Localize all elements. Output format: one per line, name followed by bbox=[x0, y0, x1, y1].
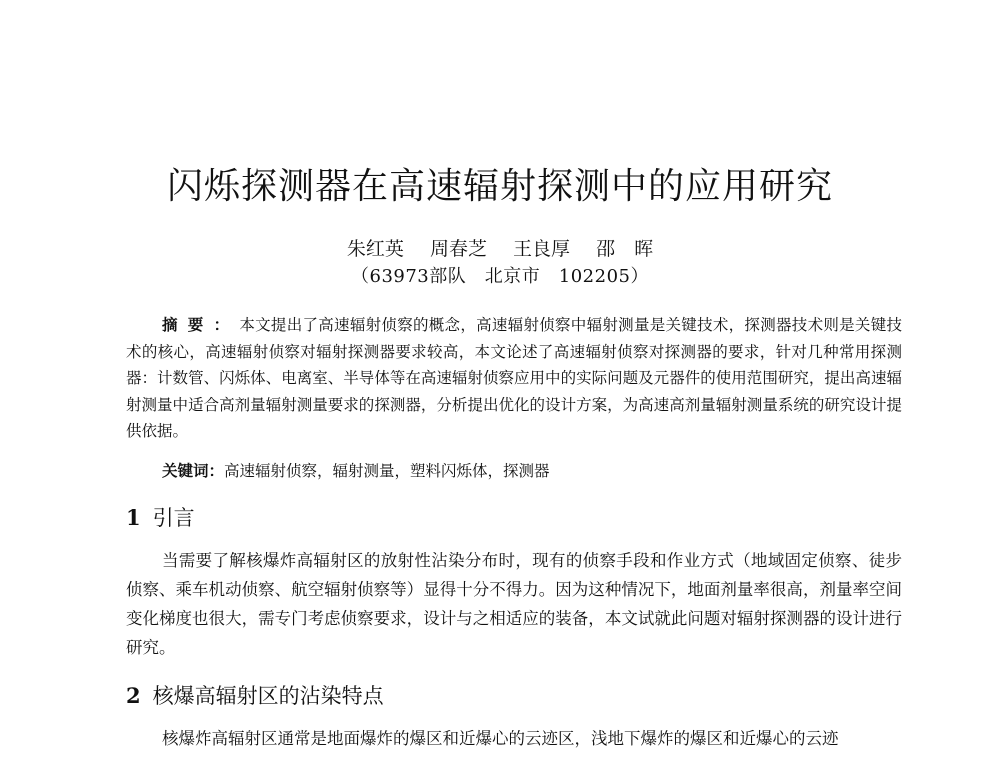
keywords bbox=[162, 458, 902, 484]
section-number: 2 bbox=[126, 683, 141, 708]
author-name: 王良厚 bbox=[513, 238, 571, 260]
paper-title: 闪烁探测器在高速辐射探测中的应用研究 bbox=[166, 166, 833, 207]
abstract-text: 本文提出了高速辐射侦察的概念，高速辐射侦察中辐射测量是关键技术，探测器技术则是关键技术的核心，高速辐射侦察对辐射探测器要求较高，本文论述了高速辐射侦察对探测器的要求，针对几种常用探测器：计数管、闪烁体、电离室、半导体等在高速辐射侦察应用中的实际问题及元器件的使用范围研究，提出高速辐射测量中适合高剂量辐射测量要求的探测器，分析提出优化的设计方案，为高速高剂量辐射测量系统的研究设计提供依据。 bbox=[126, 316, 902, 440]
author-name: 邵 晖 bbox=[596, 238, 654, 260]
section-heading-contamination bbox=[126, 681, 384, 711]
section-paragraph: 核爆炸高辐射区通常是地面爆炸的爆区和近爆心的云迹区，浅地下爆炸的爆区和近爆心的云迹 bbox=[162, 729, 839, 748]
section-title: 核爆高辐射区的沾染特点 bbox=[152, 684, 384, 708]
affiliation: （63973部队 北京市 102205） bbox=[351, 266, 649, 287]
abstract-label: 摘要： bbox=[162, 315, 240, 334]
abstract bbox=[126, 312, 902, 445]
author-name: 朱红英 bbox=[346, 238, 404, 260]
keywords-label: 关键词： bbox=[162, 461, 225, 480]
section-heading-introduction bbox=[126, 503, 195, 533]
section-number: 1 bbox=[126, 505, 141, 530]
author-name: 周春芝 bbox=[429, 238, 487, 260]
section-title: 引言 bbox=[152, 506, 195, 530]
author-list bbox=[0, 236, 1000, 262]
keywords-text: 高速辐射侦察，辐射测量，塑料闪烁体，探测器 bbox=[224, 462, 550, 480]
section-paragraph: 当需要了解核爆炸高辐射区的放射性沾染分布时，现有的侦察手段和作业方式（地域固定侦察、徒步侦察、乘车机动侦察、航空辐射侦察等）显得十分不得力。因为这种情况下，地面剂量率很高，剂量率空间变化梯度也很大，需专门考虑侦察要求，设计与之相适应的装备，本文试就此问题对辐射探测器的设计进行研究。 bbox=[126, 551, 902, 657]
